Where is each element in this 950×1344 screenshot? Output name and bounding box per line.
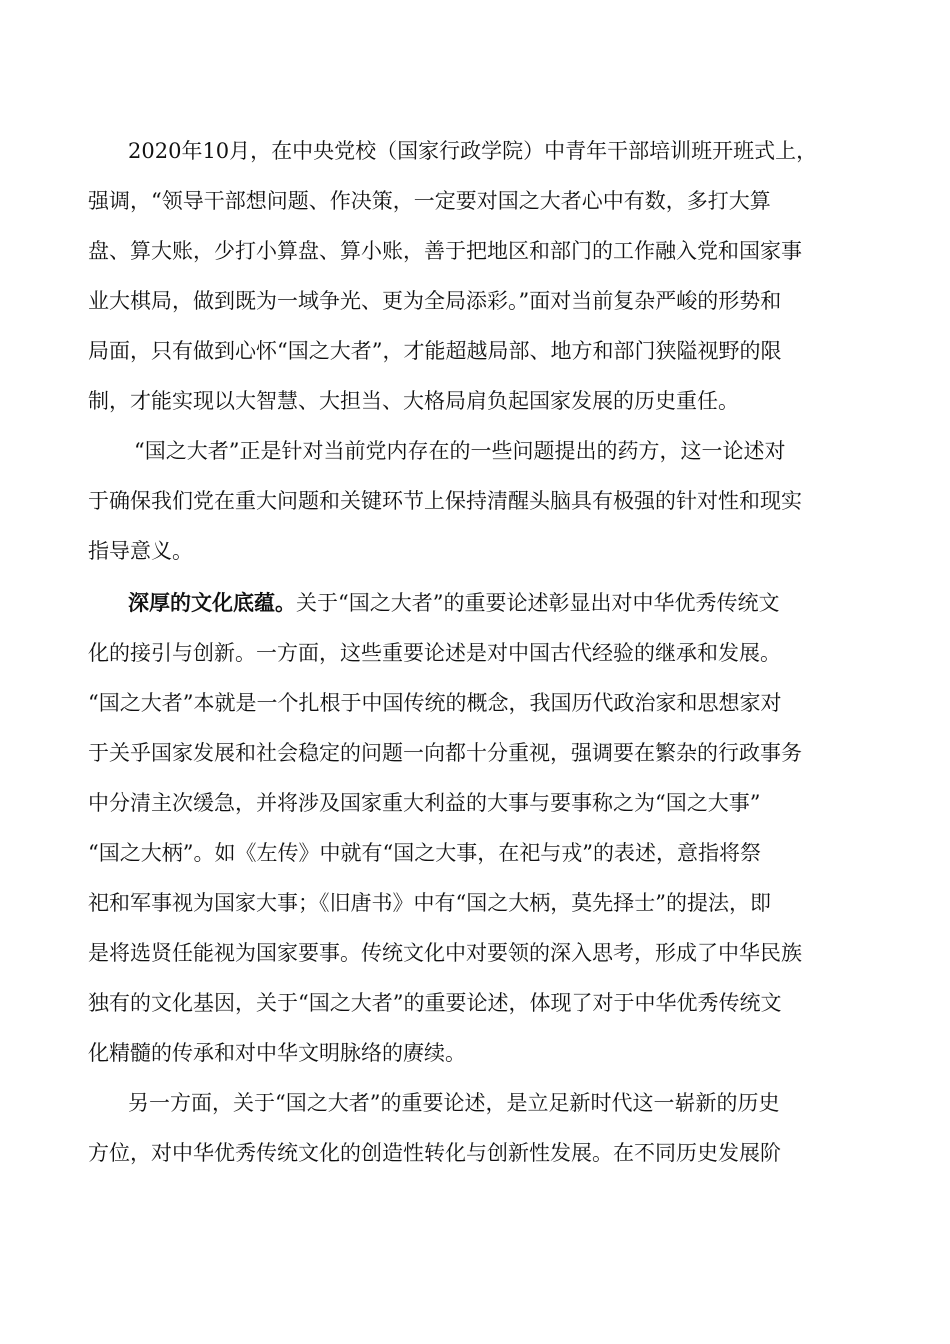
paragraph-1-line-5: 局面，只有做到心怀“国之大者”，才能超越局部、地方和部门狭隘视野的限 xyxy=(88,339,782,363)
paragraph-3-line-7: 祀和军事视为国家大事；《旧唐书》中有“国之大柄，莫先择士”的提法，即 xyxy=(88,891,771,915)
paragraph-3-line-6: “国之大柄”。如《左传》中就有“国之大事，在祀与戎”的表述，意指将祭 xyxy=(88,841,761,865)
paragraph-4-line-1: 另一方面，关于“国之大者”的重要论述，是立足新时代这一崭新的历史 xyxy=(128,1091,780,1115)
paragraph-2-line-2: 于确保我们党在重大问题和关键环节上保持清醒头脑具有极强的针对性和现实 xyxy=(88,489,802,513)
paragraph-1-line-4: 业大棋局，做到既为一域争光、更为全局添彩。”面对当前复杂严峻的形势和 xyxy=(88,289,782,313)
paragraph-3-line-1 xyxy=(128,588,779,618)
paragraph-4-line-2: 方位，对中华优秀传统文化的创造性转化与创新性发展。在不同历史发展阶 xyxy=(88,1141,781,1165)
paragraph-1-line-1: 2020年10月，在中央党校（国家行政学院）中青年干部培训班开班式上， xyxy=(128,139,818,163)
paragraph-3-line-1-text: 关于“国之大者”的重要论述彰显出对中华优秀传统文 xyxy=(296,591,780,615)
paragraph-3-line-5: 中分清主次缓急，并将涉及国家重大利益的大事与要事称之为“国之大事” xyxy=(88,791,761,815)
paragraph-1-line-3: 盘、算大账，少打小算盘、算小账，善于把地区和部门的工作融入党和国家事 xyxy=(88,239,802,263)
paragraph-1-line-6: 制，才能实现以大智慧、大担当、大格局肩负起国家发展的历史重任。 xyxy=(88,389,739,413)
paragraph-3-line-4: 于关乎国家发展和社会稳定的问题一向都十分重视，强调要在繁杂的行政事务 xyxy=(88,741,802,765)
paragraph-3-line-2: 化的接引与创新。一方面，这些重要论述是对中国古代经验的继承和发展。 xyxy=(88,641,781,665)
paragraph-2-line-1: “国之大者”正是针对当前党内存在的一些问题提出的药方，这一论述对 xyxy=(134,439,786,463)
paragraph-2-line-3: 指导意义。 xyxy=(88,539,193,563)
paragraph-3-line-10: 化精髓的传承和对中华文明脉络的赓续。 xyxy=(88,1041,466,1065)
section-heading: 深厚的文化底蕴。 xyxy=(128,591,296,615)
paragraph-1-line-2: 强调，“领导干部想问题、作决策，一定要对国之大者心中有数，多打大算 xyxy=(88,189,771,213)
paragraph-3-line-8: 是将选贤任能视为国家要事。传统文化中对要领的深入思考，形成了中华民族 xyxy=(88,941,802,965)
paragraph-3-line-9: 独有的文化基因，关于“国之大者”的重要论述，体现了对于中华优秀传统文 xyxy=(88,991,782,1015)
paragraph-3-line-3: “国之大者”本就是一个扎根于中国传统的概念，我国历代政治家和思想家对 xyxy=(88,691,782,715)
